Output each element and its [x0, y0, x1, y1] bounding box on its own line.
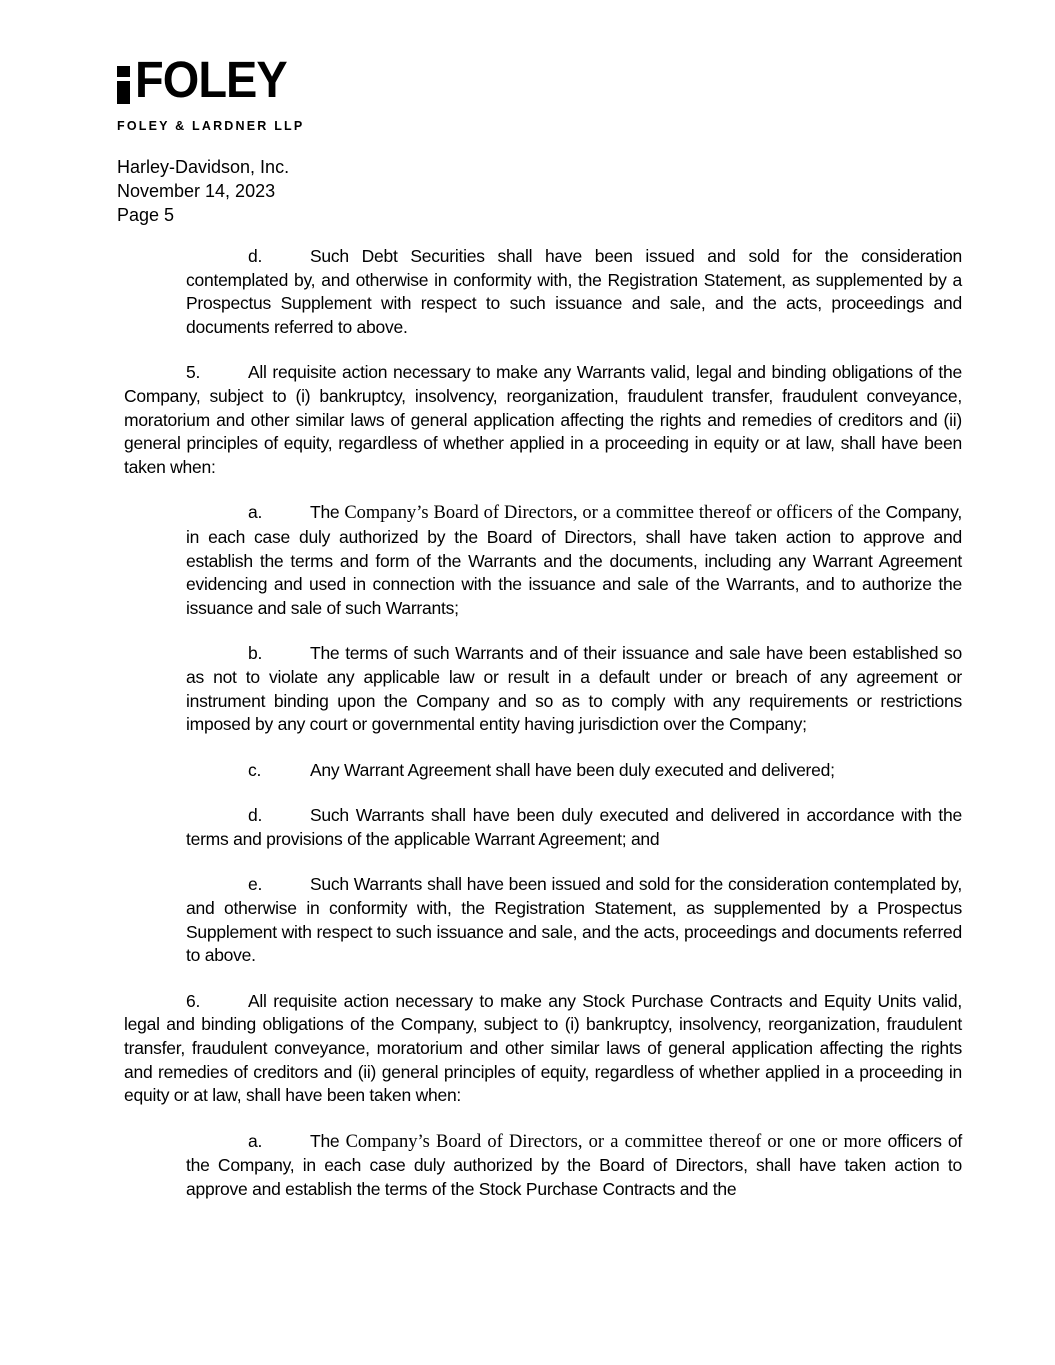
paragraph-6: [124, 990, 962, 1108]
paragraph-text: Such Warrants shall have been duly executed and delivered in accordance with the terms and provisions of the applicable Warrant Agreement; and: [186, 805, 962, 849]
paragraph-lead: The: [310, 502, 340, 523]
letter-body: [0, 245, 1055, 1202]
paragraph-marker: e.: [248, 874, 263, 895]
paragraph-marker: d.: [248, 246, 263, 266]
logo-wordmark: FOLEY: [135, 51, 287, 108]
paragraph-5e: [186, 873, 962, 967]
paragraph-text: Any Warrant Agreement shall have been duly executed and delivered;: [310, 759, 835, 780]
paragraph-5b: [186, 642, 962, 736]
paragraph-serif-text: Company’s Board of Directors, or a committee thereof or one or more: [345, 1131, 882, 1152]
paragraph-text: Such Debt Securities shall have been issued and sold for the consideration contemplated by, and otherwise in conformity with, the Registration Statement, as supplemented by a Prospectus Supplement with respect to such issuance and sale, and the acts, proceedings and documents referred to above.: [186, 246, 962, 337]
paragraph-marker: 6.: [186, 990, 201, 1011]
page-number: Page 5: [117, 205, 175, 225]
paragraph-marker: c.: [248, 759, 262, 780]
paragraph-marker: 5.: [186, 362, 201, 383]
addressee: Harley-Davidson, Inc.: [117, 157, 290, 177]
paragraph-5d: [186, 804, 962, 851]
paragraph-marker: b.: [248, 643, 263, 664]
paragraph-serif-text: Company’s Board of Directors, or a committee thereof or officers of the: [344, 503, 881, 524]
logo-mark-icon: [117, 66, 130, 104]
paragraph-6a: [186, 1130, 962, 1202]
paragraph-4d: [186, 245, 962, 339]
paragraph-text: All requisite action necessary to make any Warrants valid, legal and binding obligations of the Company, subject to (i) bankruptcy, insolvency, reorganization, fraudulent transfer, fraudulent conveyance, moratorium and other similar laws of general application affecting the rights and remedies of creditors and (ii) general principles of equity, regardless of whether applied in a proceeding in equity or at law, shall have been taken when:: [124, 362, 962, 477]
paragraph-5: [124, 361, 962, 479]
paragraph-marker: d.: [248, 805, 263, 826]
paragraph-text: All requisite action necessary to make any Stock Purchase Contracts and Equity Units valid, legal and binding obligations of the Company, subject to (i) bankruptcy, insolvency, reorganization, fraudulent transfer, fraudulent conveyance, moratorium and other similar laws of general application affecting the rights and remedies of creditors and (ii) general principles of equity, regardless of whether applied in a proceeding in equity or at law, shall have been taken when:: [124, 990, 962, 1106]
letter-date: November 14, 2023: [117, 181, 276, 201]
logo-firm-name: FOLEY & LARDNER LLP: [117, 119, 305, 133]
paragraph-5a: [186, 501, 962, 620]
paragraph-marker: a.: [248, 1130, 263, 1151]
foley-logo: [117, 51, 317, 135]
paragraph-text: Company, in each case duly authorized by the Board of Directors, shall have taken action to approve and establish the terms and form of the Warrants and the documents, including any Warrant Agreement evidencing and used in connection with the issuance and sale of the Warrants, and to authorize the issuance and sale of such Warrants;: [186, 502, 962, 618]
paragraph-text: The terms of such Warrants and of their issuance and sale have been established so as not to violate any applicable law or result in a default under or breach of any agreement or instrument binding upon the Company and so as to comply with any requirements or restrictions imposed by any court or governmental entity having jurisdiction over the Company;: [186, 643, 962, 735]
paragraph-text: officers of the Company, in each case duly authorized by the Board of Directors, shall have taken action to approve and establish the terms of the Stock Purchase Contracts and the: [186, 1130, 962, 1199]
letter-header: [117, 155, 289, 227]
paragraph-5c: [186, 759, 962, 783]
paragraph-lead: The: [310, 1130, 340, 1151]
paragraph-marker: a.: [248, 502, 263, 523]
paragraph-text: Such Warrants shall have been issued and sold for the consideration contemplated by, and otherwise in conformity with, the Registration Statement, as supplemented by a Prospectus Supplement with respect to such issuance and sale, and the acts, proceedings and documents referred to above.: [186, 874, 962, 966]
